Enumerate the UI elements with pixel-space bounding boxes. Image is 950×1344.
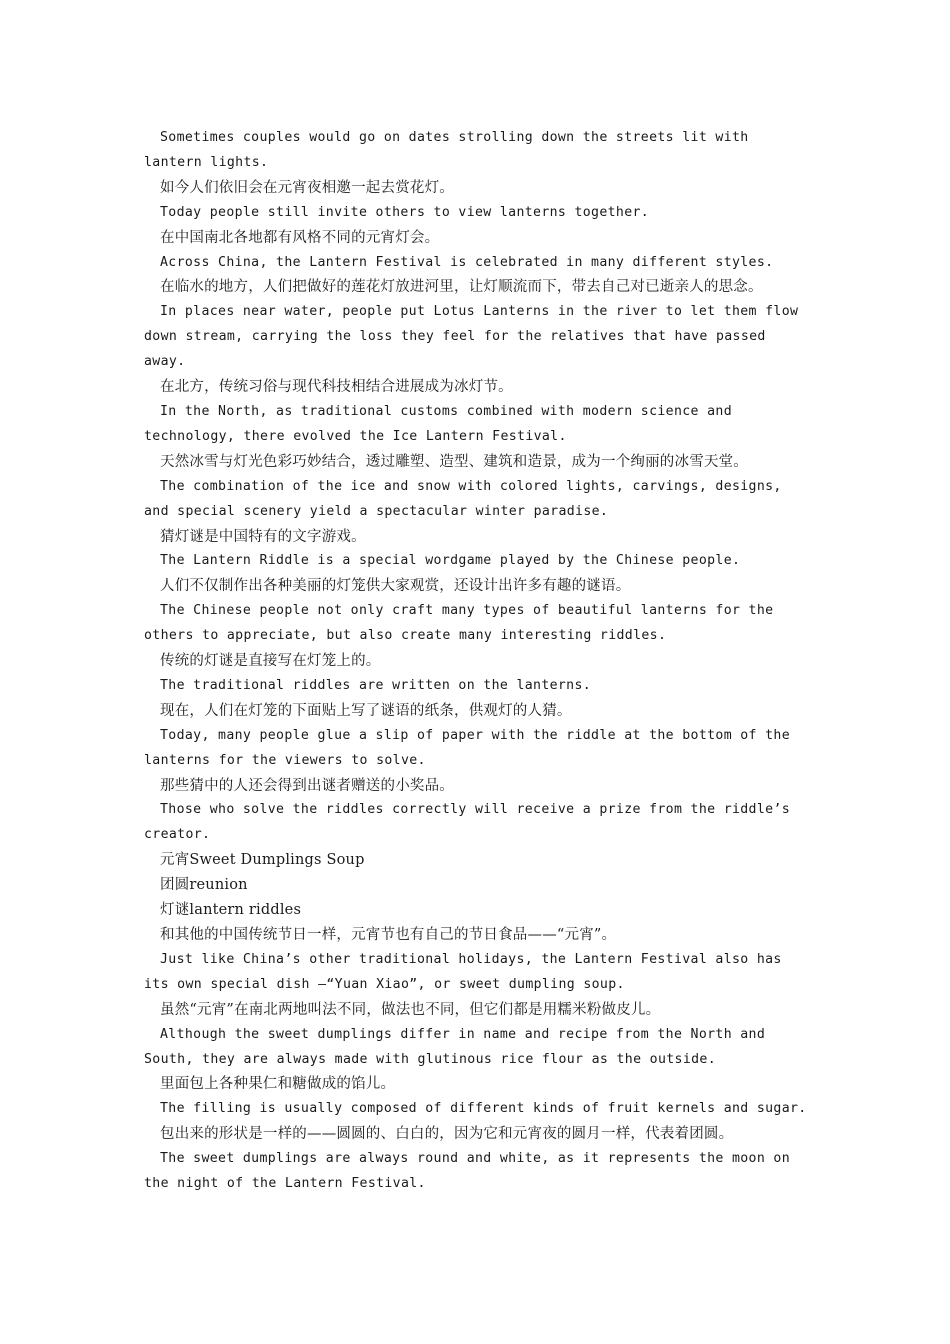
paragraph-zh: 天然冰雪与灯光色彩巧妙结合，透过雕塑、造型、建筑和造景，成为一个绚丽的冰雪天堂。 [160,453,748,470]
paragraph-zh: 在临水的地方，人们把做好的莲花灯放进河里，让灯顺流而下，带去自己对已逝亲人的思念。 [160,279,763,296]
paragraph-en: The filling is usually composed of different kinds of fruit kernels and sugar. [160,1101,807,1117]
paragraph-zh: 传统的灯谜是直接写在灯笼上的。 [160,653,381,670]
paragraph-en: Sometimes couples would go on dates strolling down the streets lit with lantern lights. [144,130,749,170]
vocab-item: 元宵Sweet Dumplings Soup [160,852,365,869]
paragraph-zh: 如今人们依旧会在元宵夜相邀一起去赏花灯。 [160,179,454,196]
paragraph-en: Today, many people glue a slip of paper with the riddle at the bottom of the lanterns for the viewers to solve. [144,727,791,768]
paragraph-zh: 那些猜中的人还会得到出谜者赠送的小奖品。 [160,777,454,794]
paragraph-zh: 里面包上各种果仁和糖做成的馅儿。 [160,1076,396,1093]
paragraph-zh: 在北方，传统习俗与现代科技相结合进展成为冰灯节。 [160,379,513,396]
paragraph-zh: 和其他的中国传统节日一样，元宵节也有自己的节日食品——“元宵”。 [160,927,617,943]
paragraph-zh: 包出来的形状是一样的——圆圆的、白白的，因为它和元宵夜的圆月一样，代表着团圆。 [160,1126,734,1143]
paragraph-en: Those who solve the riddles correctly will receive a prize from the riddle’s creator. [144,802,791,843]
document-body [144,126,814,1197]
paragraph-en: In the North, as traditional customs combined with modern science and technology, there evolved the Ice Lantern Festival. [144,403,732,444]
paragraph-en: The Chinese people not only craft many types of beautiful lanterns for the others to appreciate, but also create many interesting riddles. [144,603,774,644]
paragraph-en: The combination of the ice and snow with colored lights, carvings, designs, and special scenery yield a spectacular winter paradise. [144,478,782,519]
vocab-item: 团圆reunion [160,877,248,894]
paragraph-en: Across China, the Lantern Festival is celebrated in many different styles. [160,254,774,270]
paragraph-en: The sweet dumplings are always round and white, as it represents the moon on the night of the Lantern Festival. [144,1151,791,1192]
paragraph-en: The Lantern Riddle is a special wordgame played by the Chinese people. [160,553,741,569]
vocab-item: 灯谜lantern riddles [160,902,302,919]
paragraph-zh: 人们不仅制作出各种美丽的灯笼供大家观赏，还设计出许多有趣的谜语。 [160,578,631,595]
paragraph-en: Just like China’s other traditional holidays, the Lantern Festival also has its own special dish —“Yuan Xiao”, or sweet dumpling soup. [144,951,782,992]
paragraph-zh: 现在，人们在灯笼的下面贴上写了谜语的纸条，供观灯的人猜。 [160,702,572,719]
paragraph-en: The traditional riddles are written on the lanterns. [160,677,592,693]
paragraph-zh: 猜灯谜是中国特有的文字游戏。 [160,528,366,545]
paragraph-zh: 虽然“元宵”在南北两地叫法不同，做法也不同，但它们都是用糯米粉做皮儿。 [160,1001,661,1018]
paragraph-en: Today people still invite others to view lanterns together. [160,204,650,220]
paragraph-zh: 在中国南北各地都有风格不同的元宵灯会。 [160,229,440,246]
paragraph-en: In places near water, people put Lotus Lanterns in the river to let them flow down stream, carrying the loss they feel for the relatives that have passed away. [144,304,799,370]
paragraph-en: Although the sweet dumplings differ in name and recipe from the North and South, they are always made with glutinous rice flour as the outside. [144,1026,766,1067]
